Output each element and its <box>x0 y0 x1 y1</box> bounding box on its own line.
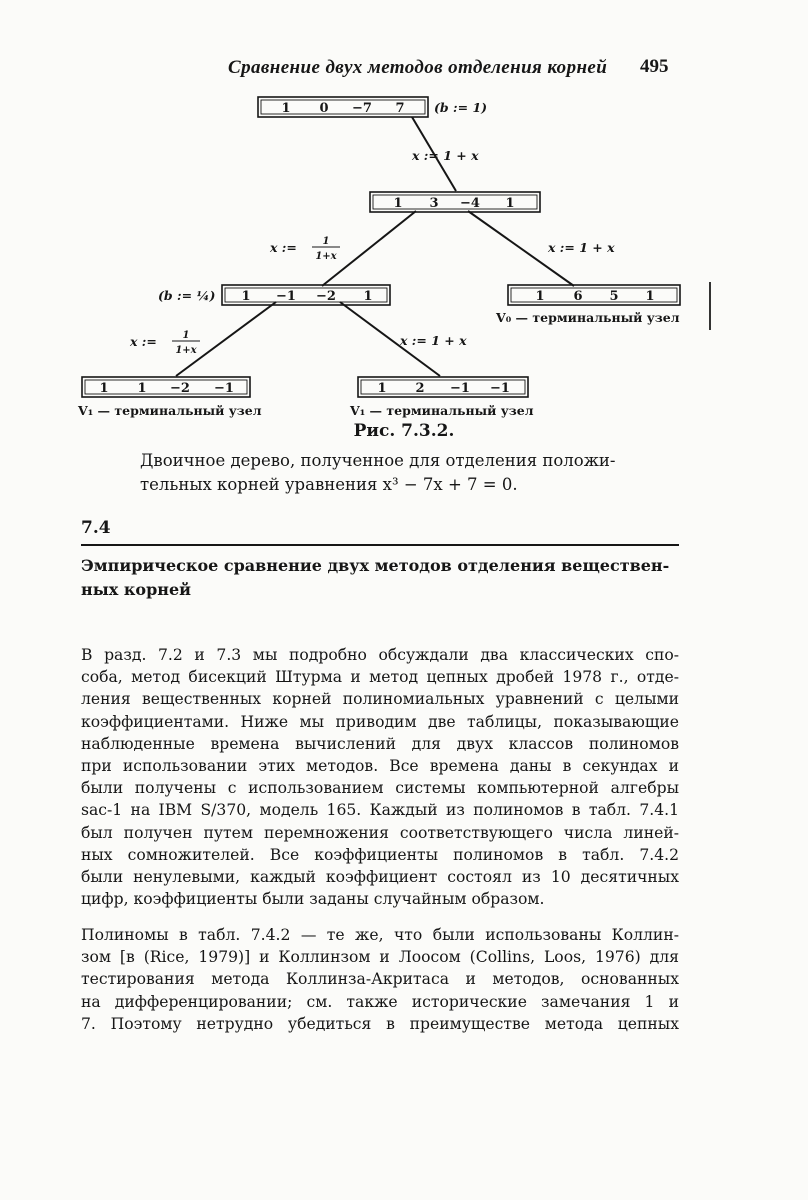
paragraph-line: 7. Поэтому нетрудно убедиться в преимуществе метода цепных <box>81 1014 679 1033</box>
node-leaf-right-coef: −1 <box>450 381 470 396</box>
node-right-coef: 1 <box>645 289 655 304</box>
page-number: 495 <box>640 56 669 77</box>
running-header-title: Сравнение двух методов отделения корней <box>228 57 608 78</box>
edge-mid-left <box>322 211 416 286</box>
paragraph-line: В разд. 7.2 и 7.3 мы подробно обсуждали два классических спо- <box>81 646 679 664</box>
paragraph-line: ных сомножителей. Все коэффициенты полиномов в табл. 7.4.2 <box>81 845 679 864</box>
edge-label-inverse-left <box>129 330 200 356</box>
inverse-numerator: 1 <box>322 236 330 247</box>
node-mid-coef: 3 <box>429 196 439 211</box>
node-root <box>258 97 428 117</box>
node-mid <box>370 192 540 212</box>
root-b-label: (b := 1) <box>434 100 488 115</box>
node-mid-coef: −4 <box>460 196 480 211</box>
paragraph-line: был получен путем перемножения соответствующего числа линей- <box>81 823 679 842</box>
node-leaf-right-coef: 2 <box>415 381 425 396</box>
terminal-v0-label: V₀ — терминальный узел <box>496 310 680 325</box>
node-right-coef: 5 <box>609 289 619 304</box>
section-title-line: Эмпирическое сравнение двух методов отделения веществен- <box>81 556 670 575</box>
inverse-denominator: 1+x <box>315 251 337 262</box>
paragraph-line: sac-1 на IBM S/370, модель 165. Каждый из полиномов в табл. 7.4.1 <box>81 801 679 820</box>
node-leaf-left-coef: −1 <box>214 381 234 396</box>
left-b-label: (b := ¼) <box>158 288 216 303</box>
node-right-coef: 1 <box>535 289 545 304</box>
section-title <box>81 554 679 602</box>
body-paragraph-2 <box>81 924 679 1035</box>
node-root-coef: −7 <box>352 101 372 116</box>
caption-line: Двоичное дерево, полученное для отделения положи- <box>140 451 616 470</box>
body-paragraph-1 <box>81 644 679 910</box>
paragraph-line: на дифференцировании; см. также исторические замечания 1 и <box>81 992 679 1011</box>
section-rule <box>81 544 679 546</box>
paragraph-line: Полиномы в табл. 7.4.2 — те же, что были использованы Коллин- <box>81 926 679 944</box>
node-leaf-left-coef: −2 <box>170 381 190 396</box>
node-left-coef: 1 <box>241 289 251 304</box>
node-leaf-right-coef: −1 <box>490 381 510 396</box>
paragraph-line: коэффициентами. Ниже мы приводим две таблицы, показывающие <box>81 712 679 731</box>
edge-label-shift-left: x := 1 + x <box>400 333 467 348</box>
terminal-v1-left-label: V₁ — терминальный узел <box>78 403 262 418</box>
section-title-line: ных корней <box>81 580 192 599</box>
paragraph-line: были получены с использованием системы компьютерной алгебры <box>81 779 679 798</box>
paragraph-line: наблюденные времена вычислений для двух классов полиномов <box>81 734 679 753</box>
node-mid-coef: 1 <box>505 196 515 211</box>
edge-label-shift-mid: x := 1 + x <box>548 240 615 255</box>
paragraph-line: при использовании этих методов. Все времена даны в секундах и <box>81 757 679 776</box>
node-right <box>508 285 680 305</box>
inverse-prefix: x := <box>130 334 157 349</box>
edge-left-leafleft <box>176 302 276 376</box>
paragraph-line: ления вещественных корней полиномиальных уравнений с целыми <box>81 690 679 709</box>
paragraph-line: соба, метод бисекций Штурма и метод цепных дробей 1978 г., отде- <box>81 668 679 687</box>
node-left <box>222 285 390 305</box>
node-root-coef: 1 <box>281 101 291 116</box>
node-leaf-left-coef: 1 <box>137 381 147 396</box>
node-left-coef: −1 <box>276 289 296 304</box>
node-root-coef: 7 <box>395 101 405 116</box>
node-leaf-left <box>82 377 250 397</box>
node-left-coef: −2 <box>316 289 336 304</box>
figure-label: Рис. 7.3.2. <box>353 421 455 441</box>
binary-tree-figure <box>0 0 808 420</box>
margin-mark <box>709 282 711 330</box>
node-right-coef: 6 <box>573 289 583 304</box>
figure-caption <box>140 449 640 497</box>
node-root-coef: 0 <box>319 101 329 116</box>
node-mid-coef: 1 <box>393 196 403 211</box>
paragraph-line: были ненулевыми, каждый коэффициент состоял из 10 десятичных <box>81 868 679 887</box>
edge-label-shift-root: x := 1 + x <box>412 148 479 163</box>
inverse-prefix: x := <box>270 240 297 255</box>
node-leaf-left-coef: 1 <box>99 381 109 396</box>
paragraph-line: зом [в (Rice, 1979)] и Коллинзом и Лоосом (Collins, Loos, 1976) для <box>81 948 679 967</box>
node-leaf-right-coef: 1 <box>377 381 387 396</box>
inverse-numerator: 1 <box>182 330 190 341</box>
caption-line: тельных корней уравнения x³ − 7x + 7 = 0. <box>140 475 518 494</box>
edge-label-inverse-mid <box>269 236 340 262</box>
section-number: 7.4 <box>81 518 111 538</box>
inverse-denominator: 1+x <box>175 345 197 356</box>
paragraph-line: цифр, коэффициенты были заданы случайным образом. <box>81 890 545 909</box>
terminal-v1-right-label: V₁ — терминальный узел <box>350 403 534 418</box>
node-leaf-right <box>358 377 528 397</box>
node-left-coef: 1 <box>363 289 373 304</box>
paragraph-line: тестирования метода Коллинза-Акритаса и методов, основанных <box>81 970 679 989</box>
